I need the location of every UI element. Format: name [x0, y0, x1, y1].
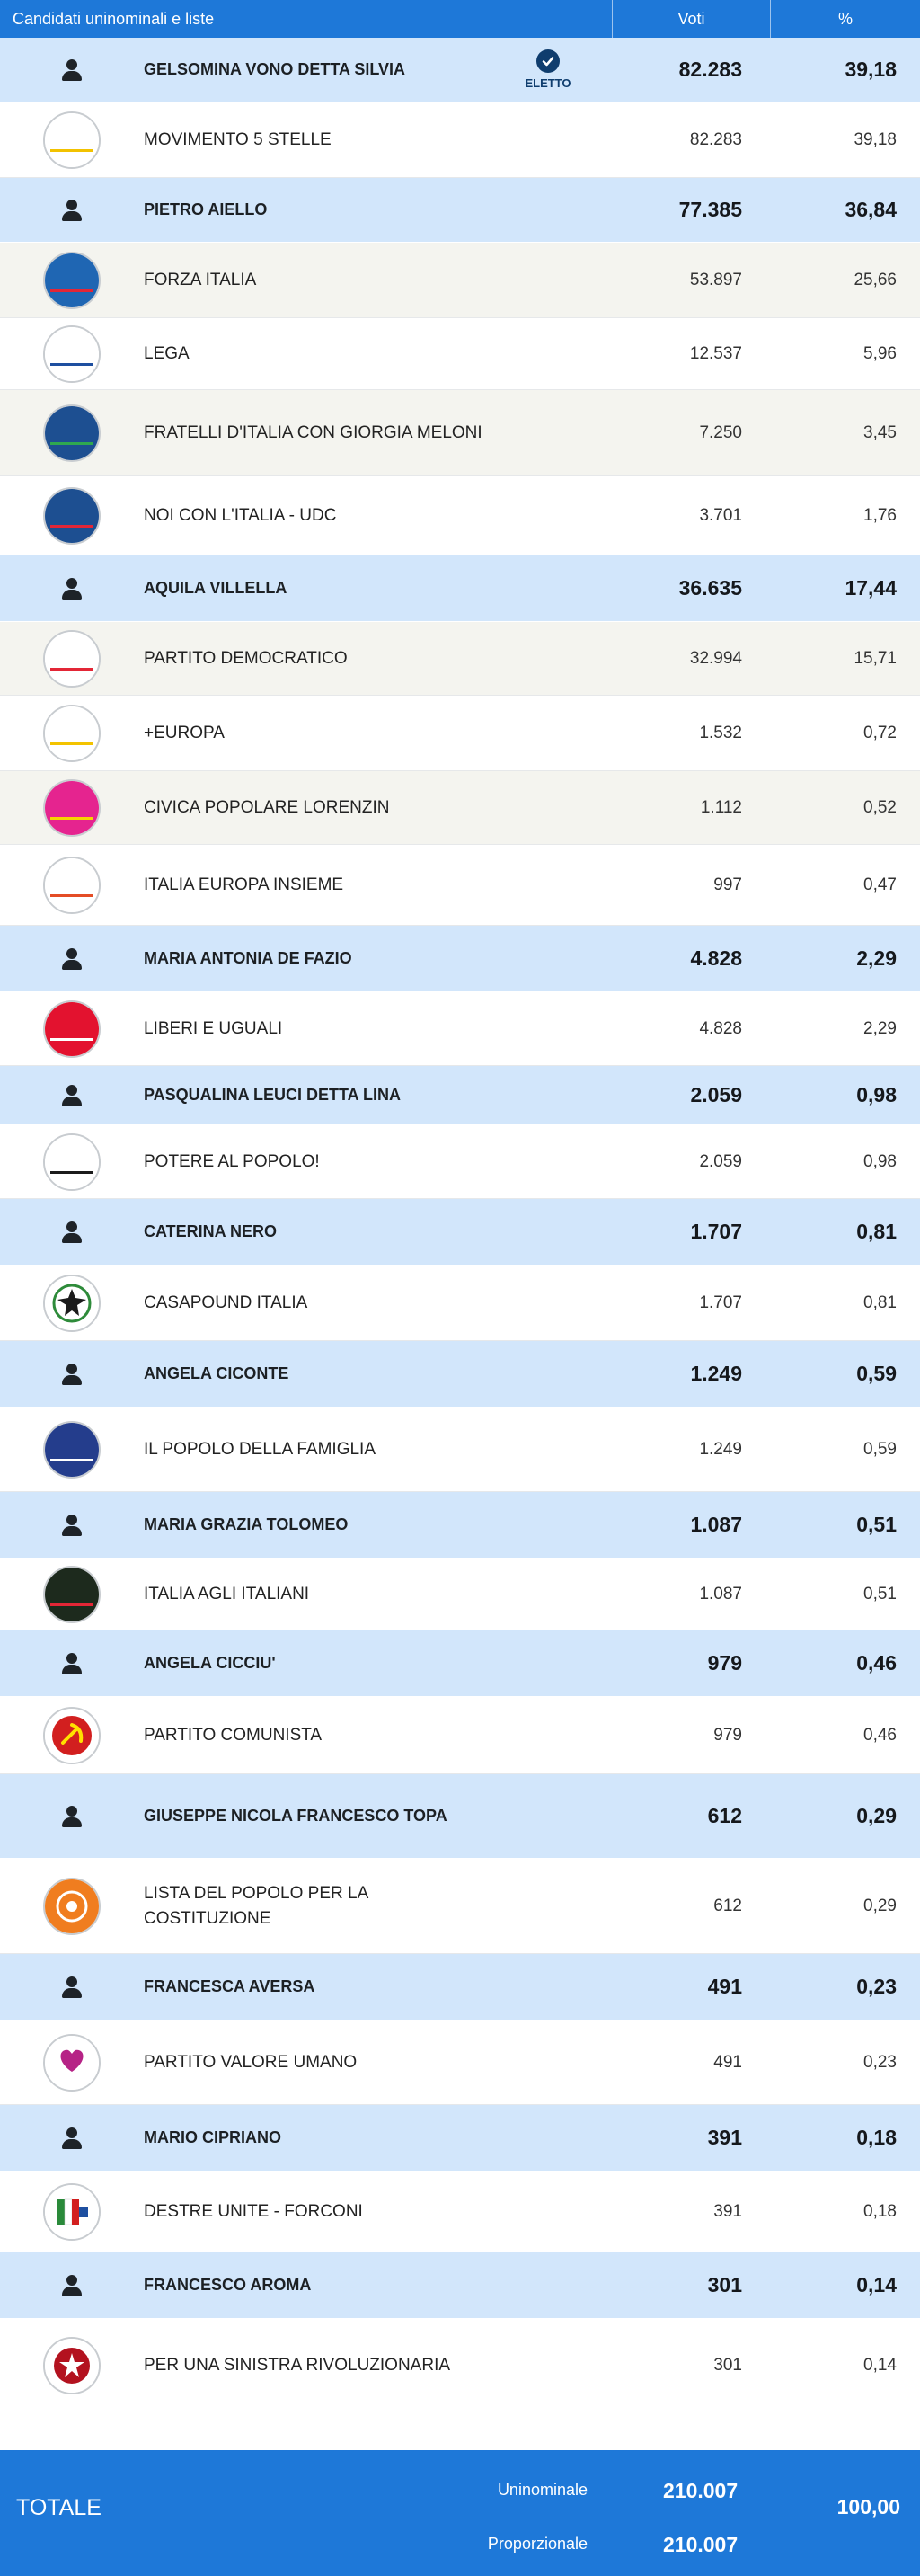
list-name: IL POPOLO DELLA FAMIGLIA [144, 1439, 376, 1459]
list-row [0, 2172, 920, 2252]
party-logo-icon [43, 1421, 101, 1479]
party-logo-icon [43, 404, 101, 462]
percent-value: 0,18 [856, 2126, 897, 2149]
party-logo-cell [0, 318, 144, 389]
party-logo-icon [43, 630, 101, 688]
party-logo-cell [0, 1125, 144, 1198]
candidate-row [0, 1199, 920, 1266]
user-icon [61, 2275, 83, 2296]
votes-value: 491 [713, 2052, 742, 2072]
candidate-row [0, 1630, 920, 1697]
votes-value: 3.701 [699, 505, 742, 525]
votes-value: 4.828 [699, 1018, 742, 1038]
list-row [0, 1559, 920, 1630]
party-logo-icon [43, 857, 101, 914]
uninominale-label: Uninominale [497, 2481, 588, 2499]
table-header [0, 0, 920, 38]
list-row [0, 696, 920, 771]
list-name: CASAPOUND ITALIA [144, 1292, 308, 1312]
party-logo-icon [43, 1566, 101, 1623]
totals-footer [0, 2450, 920, 2576]
party-logo-icon [43, 1275, 101, 1332]
list-row [0, 2021, 920, 2105]
candidate-name: MARIA ANTONIA DE FAZIO [144, 948, 352, 967]
list-row [0, 771, 920, 845]
party-logo-icon [43, 252, 101, 309]
results-table [0, 38, 920, 2412]
percent-value: 0,72 [863, 723, 897, 742]
user-icon [61, 200, 83, 221]
list-row [0, 622, 920, 696]
party-logo-cell [0, 2021, 144, 2104]
candidate-icon-cell [0, 1492, 144, 1558]
candidate-name: CATERINA NERO [144, 1221, 277, 1240]
percent-value: 3,45 [863, 422, 897, 442]
votes-value: 1.087 [699, 1584, 742, 1603]
candidate-row [0, 1066, 920, 1125]
percent-value: 0,59 [863, 1439, 897, 1459]
candidate-name: ANGELA CICCIU' [144, 1653, 276, 1672]
user-icon [61, 578, 83, 600]
percent-value: 0,98 [863, 1151, 897, 1171]
party-logo-icon [43, 1133, 101, 1191]
votes-value: 391 [713, 2201, 742, 2221]
percent-value: 0,81 [863, 1292, 897, 1312]
votes-value: 997 [713, 875, 742, 894]
party-logo-cell [0, 476, 144, 555]
votes-value: 1.249 [690, 1362, 742, 1385]
party-logo-icon [43, 705, 101, 762]
votes-value: 12.537 [689, 343, 742, 363]
votes-value: 77.385 [678, 198, 742, 221]
candidate-icon-cell [0, 2105, 144, 2171]
votes-value: 1.707 [690, 1220, 742, 1243]
candidate-name: PIETRO AIELLO [144, 200, 268, 218]
list-name: POTERE AL POPOLO! [144, 1151, 320, 1171]
candidate-icon-cell [0, 555, 144, 621]
check-icon [536, 49, 560, 73]
list-name: ITALIA EUROPA INSIEME [144, 875, 344, 894]
candidate-name: GIUSEPPE NICOLA FRANCESCO TOPA [144, 1806, 447, 1825]
votes-value: 612 [707, 1804, 742, 1827]
proporzionale-value: 210.007 [663, 2533, 739, 2556]
votes-value: 7.250 [699, 422, 742, 442]
total-percent: 100,00 [836, 2495, 900, 2518]
party-logo-icon [43, 2183, 101, 2241]
party-logo-cell [0, 1559, 144, 1630]
list-row [0, 2319, 920, 2412]
list-row [0, 318, 920, 390]
list-name: PER UNA SINISTRA RIVOLUZIONARIA [144, 2355, 451, 2375]
proporzionale-label: Proporzionale [487, 2535, 588, 2553]
user-icon [61, 1085, 83, 1106]
party-logo-icon [43, 1878, 101, 1935]
percent-value: 0,47 [863, 875, 897, 894]
list-name: PARTITO COMUNISTA [144, 1725, 323, 1745]
percent-value: 1,76 [863, 505, 897, 525]
votes-value: 612 [713, 1896, 742, 1915]
candidate-name: PASQUALINA LEUCI DETTA LINA [144, 1085, 401, 1104]
candidate-name: MARIO CIPRIANO [144, 2127, 281, 2146]
party-logo-icon [43, 1000, 101, 1058]
header-candidates: Candidati uninominali e liste [13, 9, 215, 28]
percent-value: 0,51 [863, 1584, 897, 1603]
party-logo-cell [0, 390, 144, 475]
party-logo-cell [0, 2319, 144, 2412]
party-logo-cell [0, 243, 144, 317]
votes-value: 2.059 [690, 1083, 742, 1106]
candidate-row [0, 2105, 920, 2172]
list-row [0, 476, 920, 555]
votes-value: 391 [707, 2126, 742, 2149]
party-logo-icon [43, 779, 101, 837]
list-name: MOVIMENTO 5 STELLE [144, 129, 332, 149]
party-logo-cell [0, 102, 144, 177]
candidate-name: ANGELA CICONTE [144, 1364, 289, 1382]
percent-value: 39,18 [854, 129, 897, 149]
votes-value: 1.707 [699, 1292, 742, 1312]
percent-value: 0,46 [863, 1725, 897, 1745]
votes-value: 1.087 [690, 1513, 742, 1536]
votes-value: 1.112 [700, 797, 742, 817]
votes-value: 1.532 [699, 723, 742, 742]
candidate-row [0, 38, 920, 102]
party-logo-cell [0, 771, 144, 844]
percent-value: 0,29 [856, 1804, 897, 1827]
candidate-icon-cell [0, 1341, 144, 1407]
party-logo-icon [43, 2034, 101, 2092]
candidate-name: AQUILA VILLELLA [144, 578, 288, 597]
candidate-row [0, 926, 920, 992]
percent-value: 0,29 [863, 1896, 897, 1915]
user-icon [61, 1515, 83, 1536]
candidate-icon-cell [0, 178, 144, 242]
user-icon [61, 1976, 83, 1998]
party-logo-cell [0, 696, 144, 770]
user-icon [61, 2127, 83, 2149]
list-row [0, 1408, 920, 1492]
party-logo-cell [0, 1859, 144, 1953]
votes-value: 491 [707, 1975, 742, 1998]
percent-value: 39,18 [845, 58, 897, 81]
list-name: LEGA [144, 343, 190, 363]
votes-value: 82.283 [678, 58, 742, 81]
candidate-icon-cell [0, 1630, 144, 1696]
candidate-row [0, 1954, 920, 2021]
list-row [0, 992, 920, 1066]
list-name: +EUROPA [144, 723, 225, 742]
percent-value: 36,84 [845, 198, 897, 221]
votes-value: 32.994 [689, 648, 742, 668]
candidate-icon-cell [0, 1066, 144, 1124]
list-name: CIVICA POPOLARE LORENZIN [144, 797, 390, 817]
votes-value: 301 [713, 2355, 742, 2375]
percent-value: 0,46 [856, 1651, 897, 1674]
list-row [0, 102, 920, 178]
party-logo-cell [0, 1408, 144, 1491]
list-name: DESTRE UNITE - FORCONI [144, 2201, 363, 2221]
party-logo-icon [43, 2337, 101, 2394]
candidate-name: GELSOMINA VONO DETTA SILVIA [144, 59, 406, 78]
candidate-row [0, 1774, 920, 1859]
list-name: LIBERI E UGUALI [144, 1018, 283, 1038]
party-logo-cell [0, 1266, 144, 1340]
list-name: FORZA ITALIA [144, 270, 257, 289]
votes-value: 53.897 [689, 270, 742, 289]
party-logo-icon [43, 111, 101, 169]
candidate-icon-cell [0, 2252, 144, 2318]
party-logo-icon [43, 325, 101, 383]
party-logo-cell [0, 845, 144, 925]
percent-value: 0,14 [856, 2273, 897, 2296]
votes-value: 4.828 [690, 946, 742, 970]
party-logo-icon [43, 1707, 101, 1764]
candidate-icon-cell [0, 1954, 144, 2020]
votes-value: 2.059 [699, 1151, 742, 1171]
percent-value: 0,14 [863, 2355, 897, 2375]
candidate-name: FRANCESCO AROMA [144, 2275, 312, 2294]
user-icon [61, 1653, 83, 1674]
list-row [0, 1266, 920, 1341]
percent-value: 2,29 [863, 1018, 897, 1038]
percent-value: 0,51 [856, 1513, 897, 1536]
percent-value: 2,29 [856, 946, 897, 970]
percent-value: 5,96 [863, 343, 897, 363]
header-votes: Voti [612, 0, 770, 38]
user-icon [61, 59, 83, 81]
candidate-icon-cell [0, 1774, 144, 1858]
user-icon [61, 948, 83, 970]
elected-label: ELETTO [525, 76, 571, 90]
percent-value: 0,98 [856, 1083, 897, 1106]
list-row [0, 390, 920, 476]
percent-value: 0,81 [856, 1220, 897, 1243]
percent-value: 15,71 [854, 648, 897, 668]
votes-value: 979 [707, 1651, 742, 1674]
candidate-icon-cell [0, 926, 144, 991]
percent-value: 17,44 [845, 576, 897, 600]
party-logo-cell [0, 2172, 144, 2252]
list-row [0, 1125, 920, 1199]
list-name: PARTITO VALORE UMANO [144, 2052, 358, 2072]
list-name: ITALIA AGLI ITALIANI [144, 1584, 310, 1603]
candidate-name: MARIA GRAZIA TOLOMEO [144, 1515, 349, 1533]
list-row [0, 1697, 920, 1774]
user-icon [61, 1364, 83, 1385]
header-percent: % [770, 0, 920, 38]
total-label: TOTALE [16, 2495, 102, 2520]
percent-value: 0,59 [856, 1362, 897, 1385]
votes-value: 301 [707, 2273, 742, 2296]
candidate-icon-cell [0, 38, 144, 102]
percent-value: 0,23 [863, 2052, 897, 2072]
candidate-row [0, 1341, 920, 1408]
elected-badge-cell [494, 49, 602, 90]
percent-value: 0,23 [856, 1975, 897, 1998]
list-row [0, 845, 920, 926]
list-name: NOI CON L'ITALIA - UDC [144, 505, 337, 525]
user-icon [61, 1806, 83, 1827]
list-row [0, 243, 920, 318]
party-logo-icon [43, 487, 101, 545]
list-name: PARTITO DEMOCRATICO [144, 648, 348, 668]
votes-value: 82.283 [689, 129, 742, 149]
votes-value: 979 [713, 1725, 742, 1745]
candidate-row [0, 2252, 920, 2319]
candidate-row [0, 555, 920, 622]
party-logo-cell [0, 622, 144, 695]
user-icon [61, 1221, 83, 1243]
party-logo-cell [0, 992, 144, 1065]
candidate-row [0, 1492, 920, 1559]
list-name: FRATELLI D'ITALIA CON GIORGIA MELONI [144, 422, 482, 442]
votes-value: 1.249 [699, 1439, 742, 1459]
uninominale-value: 210.007 [663, 2479, 739, 2502]
party-logo-cell [0, 1697, 144, 1773]
list-row [0, 1859, 920, 1954]
candidate-row [0, 178, 920, 243]
percent-value: 0,52 [863, 797, 897, 817]
votes-value: 36.635 [678, 576, 742, 600]
candidate-icon-cell [0, 1199, 144, 1265]
candidate-name: FRANCESCA AVERSA [144, 1976, 315, 1995]
percent-value: 0,18 [863, 2201, 897, 2221]
list-name: LISTA DEL POPOLO PER LA COSTITUZIONE [144, 1883, 368, 1928]
percent-value: 25,66 [854, 270, 897, 289]
